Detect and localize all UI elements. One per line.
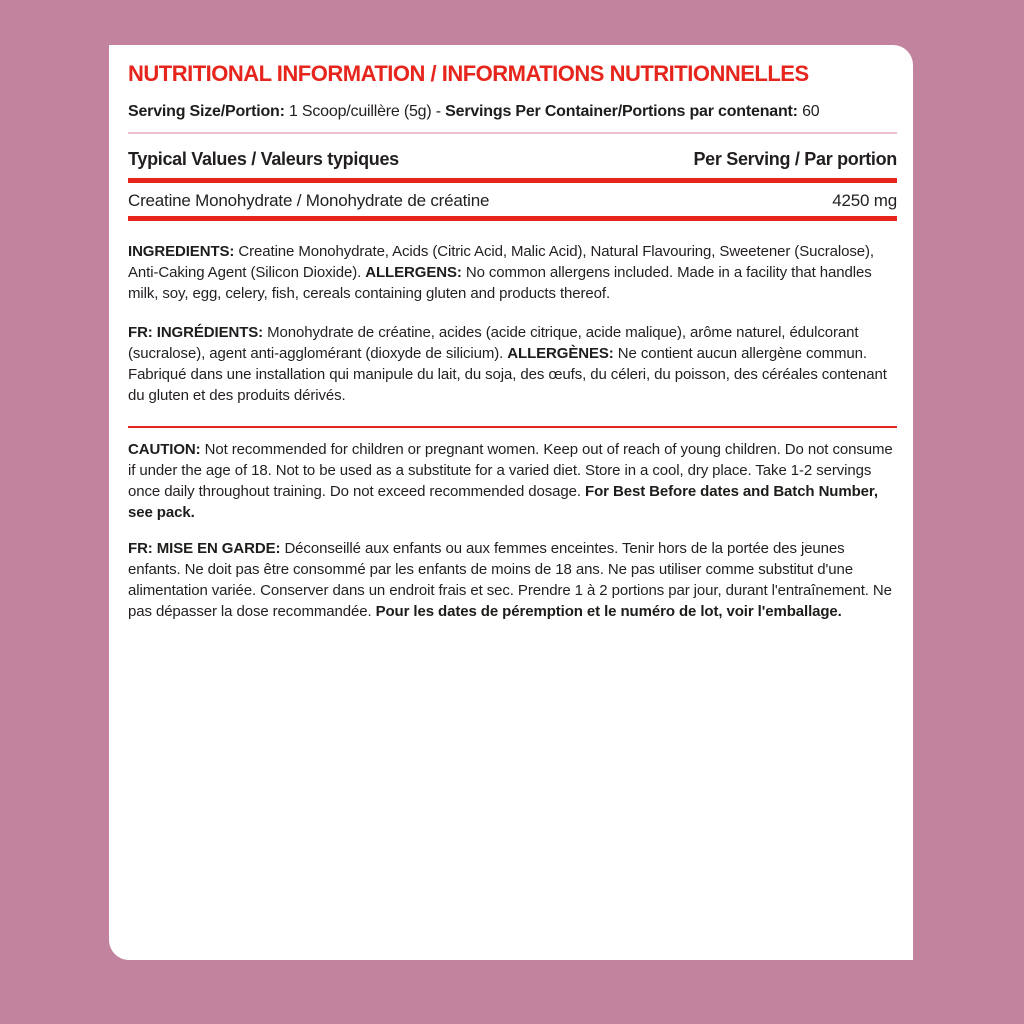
divider-red-thick-top bbox=[128, 178, 897, 183]
caution-en-bold-note: For Best Before dates and Batch Number, see pack. bbox=[128, 483, 878, 521]
servings-per-container-value: 60 bbox=[802, 103, 820, 120]
caution-fr-heading: FR: MISE EN GARDE: bbox=[128, 540, 281, 557]
table-header-right: Per Serving / Par portion bbox=[693, 149, 897, 169]
divider-pink bbox=[128, 132, 897, 134]
caution-en-paragraph bbox=[128, 439, 897, 523]
servings-per-container-label: Servings Per Container/Portions par contenant: bbox=[445, 103, 798, 120]
caution-fr-paragraph bbox=[128, 538, 897, 622]
table-header-left: Typical Values / Valeurs typiques bbox=[128, 149, 399, 169]
allergens-fr-heading: ALLERGÈNES: bbox=[507, 345, 614, 362]
allergens-fr-body: Ne contient aucun allergène commun. Fabriqué dans une installation qui manipule du lait, du soja, des œufs, du céleri, du poisson, des céréales contenant du gluten et des produits dérivés. bbox=[128, 345, 887, 404]
ingredients-en-paragraph bbox=[128, 241, 897, 304]
caution-en-heading: CAUTION: bbox=[128, 441, 201, 458]
ingredients-fr-body: Monohydrate de créatine, acides (acide citrique, acide malique), arôme naturel, édulcorant (sucralose), agent anti-agglomérant (dioxyde de silicium). bbox=[128, 324, 859, 362]
allergens-en-body: No common allergens included. Made in a facility that handles milk, soy, egg, celery, fish, cereals containing gluten and products thereof. bbox=[128, 264, 872, 302]
divider-red-thin bbox=[128, 426, 897, 428]
nutrition-label-card bbox=[109, 45, 913, 960]
table-row bbox=[128, 191, 897, 210]
label-title: NUTRITIONAL INFORMATION / INFORMATIONS NUTRITIONNELLES bbox=[128, 61, 809, 86]
values-table-header bbox=[128, 149, 897, 169]
serving-info-line bbox=[128, 102, 897, 122]
ingredients-en-heading: INGREDIENTS: bbox=[128, 243, 235, 260]
ingredients-fr-paragraph bbox=[128, 322, 897, 406]
allergens-en-heading: ALLERGENS: bbox=[365, 264, 462, 281]
ingredients-en-body: Creatine Monohydrate, Acids (Citric Acid, Malic Acid), Natural Flavouring, Sweetener (Sucralose), Anti-Caking Agent (Silicon Dioxide). bbox=[128, 243, 874, 281]
ingredients-fr-heading: FR: INGRÉDIENTS: bbox=[128, 324, 264, 341]
serving-size-value: 1 Scoop/cuillère (5g) bbox=[288, 103, 432, 120]
caution-fr-body: Déconseillé aux enfants ou aux femmes enceintes. Tenir hors de la portée des jeunes enfants. Ne doit pas être consommé par les enfants de moins de 18 ans. Ne pas utiliser comme substitut d'une alimentation variée. Conserver dans un endroit frais et sec. Prendre 1 à 2 portions par jour, durant l'entraînement. Ne pas dépasser la dose recommandée. bbox=[128, 540, 892, 620]
caution-fr-bold-note: Pour les dates de péremption et le numéro de lot, voir l'emballage. bbox=[375, 603, 842, 620]
serving-size-label: Serving Size/Portion: bbox=[128, 103, 285, 120]
serving-separator: - bbox=[435, 103, 441, 120]
nutrient-amount: 4250 mg bbox=[832, 191, 897, 210]
nutrient-name: Creatine Monohydrate / Monohydrate de créatine bbox=[128, 191, 490, 210]
divider-red-thick-bottom bbox=[128, 216, 897, 221]
caution-en-body: Not recommended for children or pregnant women. Keep out of reach of young children. Do not consume if under the age of 18. Not to be used as a substitute for a varied diet. Store in a cool, dry place. Take 1-2 servings once daily throughout training. Do not exceed recommended dosage. bbox=[128, 441, 893, 500]
